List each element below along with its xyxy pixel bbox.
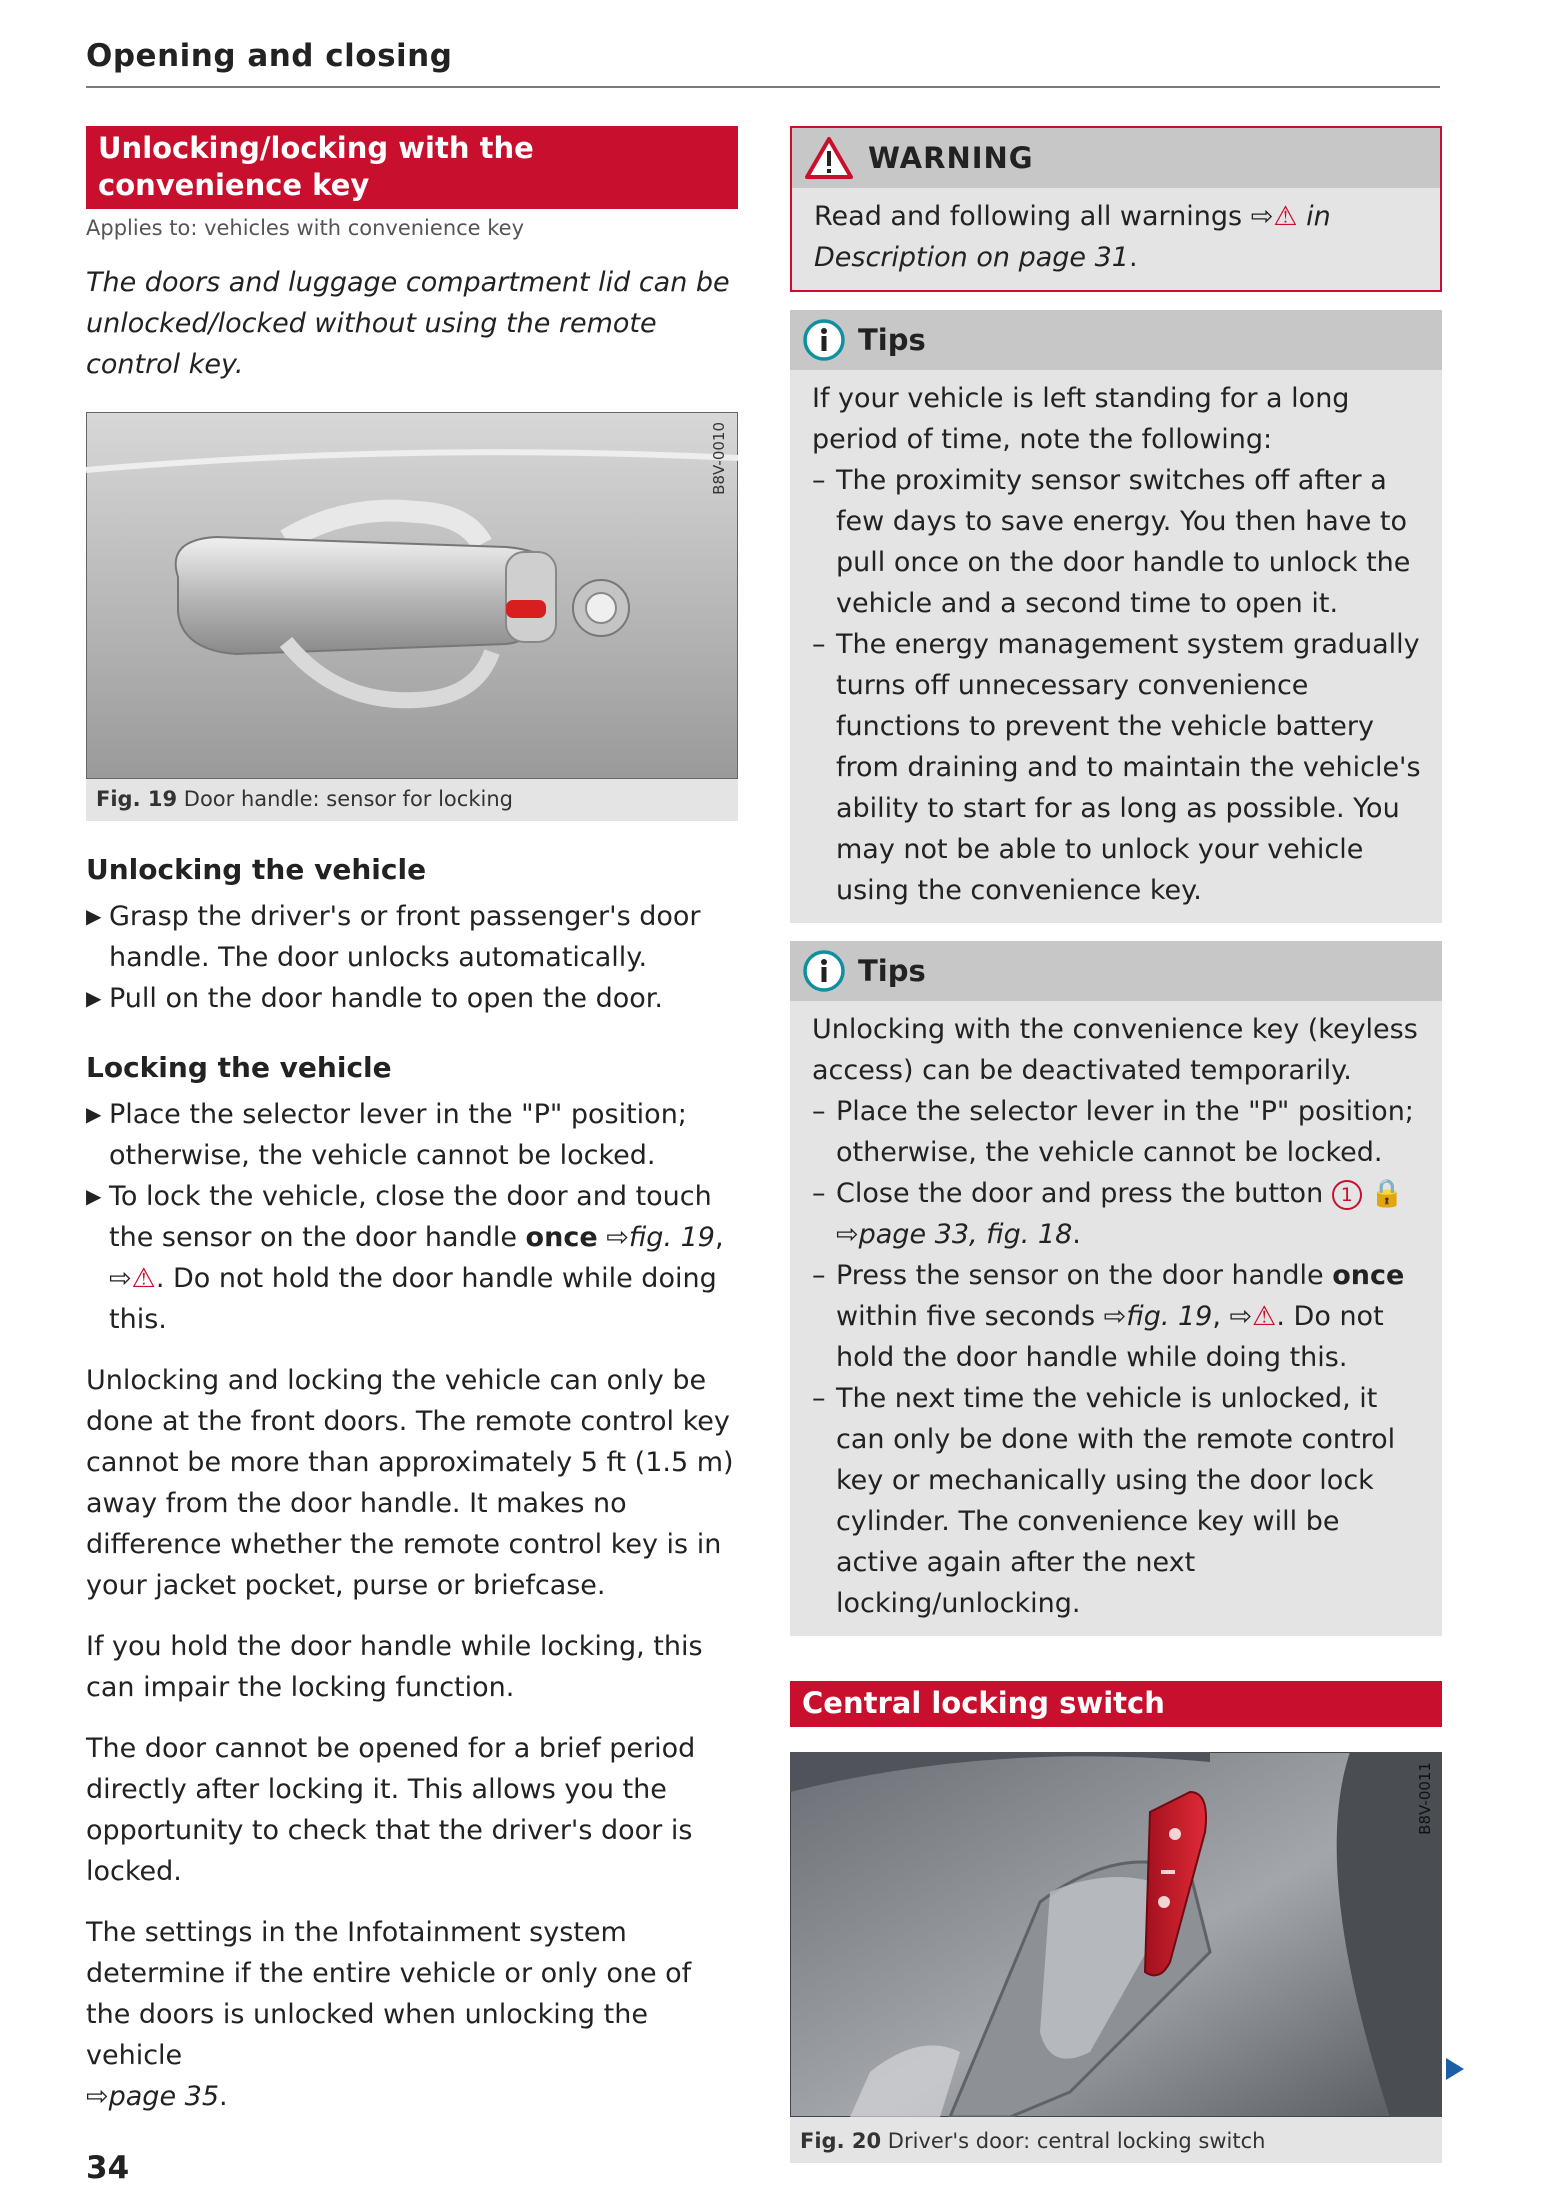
figure-caption	[86, 779, 738, 821]
page-number: 34	[86, 2150, 130, 2186]
page-link[interactable]: page 35	[108, 2081, 219, 2112]
caption-text: Driver's door: central locking switch	[887, 2129, 1266, 2153]
warning-triangle-icon: ⚠	[1252, 1301, 1277, 1332]
central-locking-switch-image	[790, 1752, 1442, 2117]
section-heading: Unlocking/locking with the convenience key	[86, 126, 738, 209]
intro-text: The doors and luggage compartment lid can be unlocked/locked without using the remote control key.	[86, 267, 730, 380]
button-number-badge: 1	[1332, 1180, 1362, 1210]
paragraph: The door cannot be opened for a brief period directly after locking it. This allows you the opportunity to check that the driver's door is locked.	[86, 1733, 696, 1887]
tips-label: Tips	[858, 323, 926, 357]
list-item: – The energy management system gradually turns off unnecessary convenience functions to prevent the vehicle battery from draining and to maintain the vehicle's ability to start for as long as possible. You may not be able to unlock your vehicle using the convenience key.	[812, 629, 1421, 906]
tips-header	[790, 310, 1442, 370]
paragraph: If you hold the door handle while locking, this can impair the locking function.	[86, 1631, 703, 1703]
list-item: – Press the sensor on the door handle once within five seconds ⇨fig. 19, ⇨⚠. Do not hold the door handle while doing this.	[812, 1260, 1405, 1373]
warning-triangle-icon[interactable]: ⚠	[131, 1263, 156, 1294]
tips-intro: Unlocking with the convenience key (keyless access) can be deactivated temporarily.	[812, 1014, 1418, 1086]
arrow-icon: ⇨	[86, 2081, 109, 2112]
list-item: – Close the door and press the button 1 🔒 ⇨page 33, fig. 18.	[812, 1178, 1404, 1250]
arrow-icon: ⇨	[836, 1219, 859, 1250]
unlock-steps	[86, 896, 738, 1019]
next-page-arrow-icon[interactable]	[1446, 2058, 1464, 2080]
unlock-heading: Unlocking the vehicle	[86, 853, 427, 886]
page-header	[86, 38, 1440, 88]
applies-to-note: Applies to: vehicles with convenience key	[86, 216, 525, 240]
arrow-icon: ⇨	[109, 1263, 132, 1294]
figure-link[interactable]: fig. 19	[628, 1222, 715, 1253]
warning-icon	[804, 136, 854, 180]
tips-body	[790, 370, 1442, 923]
right-column	[790, 126, 1442, 2163]
info-icon	[802, 949, 846, 993]
arrow-icon: ⇨	[606, 1222, 629, 1253]
tips-box-2	[790, 941, 1442, 1636]
list-item: – The proximity sensor switches off after a few days to save energy. You then have to pull once on the door handle to unlock the vehicle and a second time to open it.	[812, 465, 1411, 619]
arrow-icon: ⇨	[1229, 1301, 1253, 1332]
tips-intro: If your vehicle is left standing for a long period of time, note the following:	[812, 383, 1350, 455]
tips-body	[790, 1001, 1442, 1636]
warning-header	[792, 128, 1440, 188]
info-icon	[802, 318, 846, 362]
caption-number: Fig. 19	[96, 787, 178, 811]
warning-triangle-icon: ⚠	[1273, 201, 1298, 232]
caption-text: Door handle: sensor for locking	[183, 787, 513, 811]
page-link[interactable]: page 33, fig. 18	[858, 1219, 1073, 1250]
figure-19	[86, 412, 738, 821]
warning-box	[790, 126, 1442, 292]
warning-text: Read and following all warnings ⇨⚠ in Description on page 31.	[814, 201, 1331, 273]
figure-link[interactable]: fig. 19	[1126, 1301, 1213, 1332]
list-item: – The next time the vehicle is unlocked, it can only be done with the remote control key or mechanically using the door lock cylinder. The convenience key will be active again after the next locking/unlocking.	[812, 1383, 1396, 1619]
lock-icon: 🔒	[1370, 1178, 1404, 1209]
figure-code: B8V-0011	[1416, 1762, 1434, 1835]
section-title: Opening and closing	[86, 38, 453, 74]
warning-label: WARNING	[868, 141, 1034, 175]
paragraph: The settings in the Infotainment system determine if the entire vehicle or only one of the doors is unlocked when unlocking the vehicle ⇨page 35.	[86, 1917, 692, 2112]
central-locking-heading: Central locking switch	[790, 1681, 1442, 1727]
paragraph: Unlocking and locking the vehicle can only be done at the front doors. The remote control key cannot be more than approximately 5 ft (1.5 m) away from the door handle. It makes no difference whether the remote control key is in your jacket pocket, purse or briefcase.	[86, 1365, 734, 1601]
arrow-icon: ⇨	[1103, 1301, 1127, 1332]
tips-header	[790, 941, 1442, 1001]
arrow-icon: ⇨	[1250, 201, 1274, 232]
lock-heading: Locking the vehicle	[86, 1051, 392, 1084]
left-column	[86, 126, 738, 2117]
page-link[interactable]: in Description on page 31	[814, 201, 1331, 273]
door-handle-image	[86, 412, 738, 779]
caption-number: Fig. 20	[800, 2129, 882, 2153]
list-item: – Place the selector lever in the "P" position; otherwise, the vehicle cannot be locked.	[812, 1096, 1414, 1168]
tips-label: Tips	[858, 954, 926, 988]
list-item: ▶ Grasp the driver's or front passenger's door handle. The door unlocks automatically.	[86, 901, 701, 973]
list-item: ▶ Place the selector lever in the "P" position; otherwise, the vehicle cannot be locked.	[86, 1099, 687, 1171]
list-item: ▶ Pull on the door handle to open the door.	[86, 983, 664, 1014]
list-item: ▶ To lock the vehicle, close the door and touch the sensor on the door handle once ⇨fig. 19, ⇨⚠. Do not hold the door handle while doing this.	[86, 1181, 724, 1335]
figure-code: B8V-0010	[710, 422, 728, 495]
lock-steps	[86, 1094, 738, 1340]
figure-caption	[790, 2121, 1442, 2163]
figure-20	[790, 1752, 1442, 2163]
tips-box-1	[790, 310, 1442, 923]
